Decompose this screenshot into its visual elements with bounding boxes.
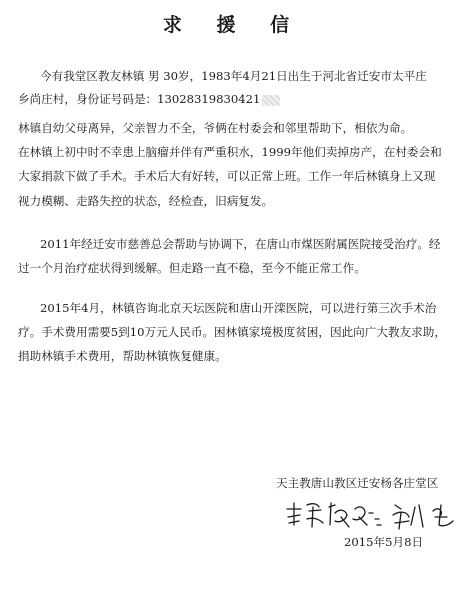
redacted-id-digits <box>262 95 280 106</box>
body-line-4: 在林镇上初中时不幸患上脑瘤并伴有严重积水，1999年他们卖掉房产，在村委会和 <box>18 145 442 159</box>
letter-date: 2015年5月8日 <box>344 535 424 549</box>
organization-name: 天主教唐山教区迁安杨各庄堂区 <box>276 476 439 490</box>
body-line-8: 过一个月治疗症状得到缓解。但走路一直不稳，至今不能正常工作。 <box>18 261 366 275</box>
body-line-3: 林镇自幼父母离异，父亲智力不全，爷俩在村委会和邻里帮助下，相依为命。 <box>18 121 413 135</box>
letter-title: 求 援 信 <box>162 14 304 36</box>
body-line-11: 捐助林镇手术费用，帮助林镇恢复健康。 <box>18 349 227 363</box>
body-line-2 <box>18 91 280 107</box>
body-line-7: 2011年经迁安市慈善总会帮助与协调下，在唐山市煤医附属医院接受治疗。经 <box>40 237 441 251</box>
handwritten-signature <box>283 495 458 533</box>
body-line-10: 疗。手术费用需要5到10万元人民币。困林镇家境极度贫困，因此向广大教友求助， <box>18 325 446 339</box>
body-line-2-text: 乡尚庄村，身份证号码是：13028319830421 <box>18 92 261 106</box>
body-line-6: 视力模糊、走路失控的状态，经检查，旧病复发。 <box>18 194 274 208</box>
body-line-1: 今有我堂区教友林镇 男 30岁，1983年4月21日出生于河北省迁安市太平庄 <box>40 69 427 83</box>
body-line-5: 大家捐款下做了手术。手术后大有好转，可以正常上班。工作一年后林镇身上又现 <box>18 169 436 183</box>
body-line-9: 2015年4月，林镇咨询北京天坛医院和唐山开滦医院，可以进行第三次手术治 <box>40 301 437 315</box>
